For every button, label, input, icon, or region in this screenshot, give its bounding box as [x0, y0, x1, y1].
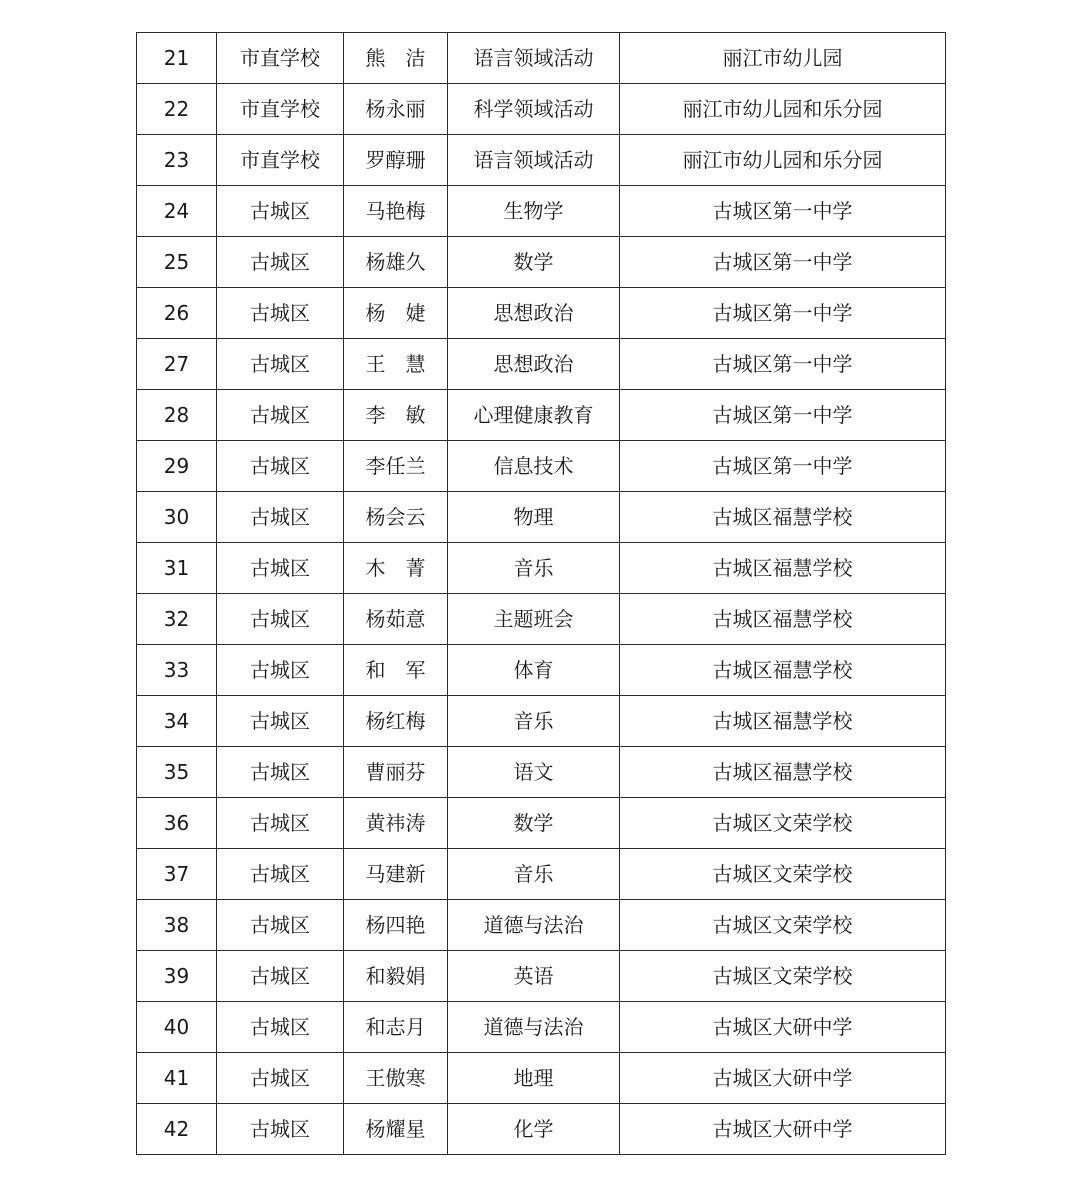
table-row: [137, 441, 946, 492]
cell-region: 古城区: [217, 849, 344, 900]
cell-subject: 英语: [448, 951, 620, 1002]
cell-school: 古城区文荣学校: [620, 900, 946, 951]
cell-number: 30: [137, 492, 217, 543]
cell-subject: 科学领域活动: [448, 84, 620, 135]
cell-name: 和 军: [344, 645, 448, 696]
table-row: [137, 390, 946, 441]
cell-school: 古城区文荣学校: [620, 849, 946, 900]
cell-subject: 信息技术: [448, 441, 620, 492]
cell-region: 古城区: [217, 900, 344, 951]
table-row: [137, 1104, 946, 1155]
cell-name: 杨耀星: [344, 1104, 448, 1155]
cell-subject: 心理健康教育: [448, 390, 620, 441]
cell-name: 杨 婕: [344, 288, 448, 339]
table-row: [137, 543, 946, 594]
cell-name: 杨会云: [344, 492, 448, 543]
table-row: [137, 900, 946, 951]
table-row: [137, 951, 946, 1002]
cell-subject: 语言领域活动: [448, 135, 620, 186]
teacher-roster-table: [136, 32, 946, 1155]
table-row: [137, 696, 946, 747]
cell-region: 市直学校: [217, 33, 344, 84]
cell-subject: 化学: [448, 1104, 620, 1155]
cell-subject: 体育: [448, 645, 620, 696]
cell-number: 24: [137, 186, 217, 237]
cell-name: 王傲寒: [344, 1053, 448, 1104]
table-row: [137, 645, 946, 696]
cell-region: 古城区: [217, 237, 344, 288]
cell-school: 古城区文荣学校: [620, 951, 946, 1002]
cell-subject: 思想政治: [448, 339, 620, 390]
cell-school: 古城区福慧学校: [620, 747, 946, 798]
cell-number: 32: [137, 594, 217, 645]
table-row: [137, 1053, 946, 1104]
cell-region: 古城区: [217, 747, 344, 798]
cell-school: 丽江市幼儿园和乐分园: [620, 84, 946, 135]
table-row: [137, 33, 946, 84]
table-row: [137, 492, 946, 543]
cell-region: 古城区: [217, 186, 344, 237]
cell-name: 杨红梅: [344, 696, 448, 747]
cell-region: 古城区: [217, 798, 344, 849]
cell-school: 古城区文荣学校: [620, 798, 946, 849]
table-row: [137, 237, 946, 288]
cell-number: 29: [137, 441, 217, 492]
cell-number: 35: [137, 747, 217, 798]
cell-region: 古城区: [217, 492, 344, 543]
table-row: [137, 288, 946, 339]
cell-name: 杨茹意: [344, 594, 448, 645]
cell-region: 古城区: [217, 951, 344, 1002]
table-row: [137, 594, 946, 645]
cell-school: 古城区大研中学: [620, 1104, 946, 1155]
cell-region: 古城区: [217, 1002, 344, 1053]
cell-region: 古城区: [217, 288, 344, 339]
cell-school: 古城区第一中学: [620, 186, 946, 237]
cell-school: 古城区第一中学: [620, 441, 946, 492]
cell-number: 25: [137, 237, 217, 288]
cell-school: 古城区福慧学校: [620, 543, 946, 594]
cell-subject: 数学: [448, 798, 620, 849]
cell-school: 古城区福慧学校: [620, 594, 946, 645]
cell-school: 古城区福慧学校: [620, 645, 946, 696]
cell-number: 37: [137, 849, 217, 900]
cell-name: 马建新: [344, 849, 448, 900]
roster-table-body: [137, 33, 946, 1155]
cell-name: 李 敏: [344, 390, 448, 441]
cell-subject: 语文: [448, 747, 620, 798]
cell-number: 22: [137, 84, 217, 135]
table-row: [137, 849, 946, 900]
table-row: [137, 339, 946, 390]
cell-number: 41: [137, 1053, 217, 1104]
cell-number: 31: [137, 543, 217, 594]
cell-subject: 数学: [448, 237, 620, 288]
cell-name: 王 慧: [344, 339, 448, 390]
cell-name: 和志月: [344, 1002, 448, 1053]
cell-school: 古城区第一中学: [620, 237, 946, 288]
cell-school: 古城区福慧学校: [620, 696, 946, 747]
table-row: [137, 84, 946, 135]
cell-number: 21: [137, 33, 217, 84]
cell-region: 古城区: [217, 543, 344, 594]
cell-school: 古城区大研中学: [620, 1053, 946, 1104]
table-row: [137, 1002, 946, 1053]
cell-school: 古城区福慧学校: [620, 492, 946, 543]
cell-subject: 道德与法治: [448, 1002, 620, 1053]
cell-number: 40: [137, 1002, 217, 1053]
cell-region: 市直学校: [217, 84, 344, 135]
cell-subject: 思想政治: [448, 288, 620, 339]
cell-region: 市直学校: [217, 135, 344, 186]
cell-school: 丽江市幼儿园和乐分园: [620, 135, 946, 186]
cell-name: 罗醇珊: [344, 135, 448, 186]
cell-number: 23: [137, 135, 217, 186]
cell-number: 27: [137, 339, 217, 390]
cell-name: 杨永丽: [344, 84, 448, 135]
cell-number: 33: [137, 645, 217, 696]
cell-number: 34: [137, 696, 217, 747]
cell-name: 李任兰: [344, 441, 448, 492]
cell-subject: 音乐: [448, 696, 620, 747]
cell-region: 古城区: [217, 339, 344, 390]
table-row: [137, 747, 946, 798]
cell-number: 36: [137, 798, 217, 849]
cell-name: 马艳梅: [344, 186, 448, 237]
table-row: [137, 798, 946, 849]
cell-name: 熊 洁: [344, 33, 448, 84]
cell-name: 木 菁: [344, 543, 448, 594]
cell-number: 26: [137, 288, 217, 339]
cell-name: 杨四艳: [344, 900, 448, 951]
cell-subject: 生物学: [448, 186, 620, 237]
cell-region: 古城区: [217, 696, 344, 747]
cell-region: 古城区: [217, 645, 344, 696]
cell-subject: 音乐: [448, 543, 620, 594]
cell-number: 28: [137, 390, 217, 441]
cell-number: 38: [137, 900, 217, 951]
cell-region: 古城区: [217, 594, 344, 645]
cell-subject: 音乐: [448, 849, 620, 900]
cell-name: 黄祎涛: [344, 798, 448, 849]
cell-school: 古城区第一中学: [620, 288, 946, 339]
cell-name: 和毅娟: [344, 951, 448, 1002]
cell-subject: 主题班会: [448, 594, 620, 645]
cell-subject: 物理: [448, 492, 620, 543]
cell-subject: 道德与法治: [448, 900, 620, 951]
cell-name: 曹丽芬: [344, 747, 448, 798]
cell-school: 古城区第一中学: [620, 339, 946, 390]
table-row: [137, 186, 946, 237]
cell-number: 42: [137, 1104, 217, 1155]
cell-subject: 语言领域活动: [448, 33, 620, 84]
cell-subject: 地理: [448, 1053, 620, 1104]
cell-school: 古城区大研中学: [620, 1002, 946, 1053]
table-row: [137, 135, 946, 186]
cell-name: 杨雄久: [344, 237, 448, 288]
cell-number: 39: [137, 951, 217, 1002]
cell-region: 古城区: [217, 1053, 344, 1104]
cell-school: 丽江市幼儿园: [620, 33, 946, 84]
cell-region: 古城区: [217, 390, 344, 441]
cell-region: 古城区: [217, 1104, 344, 1155]
cell-region: 古城区: [217, 441, 344, 492]
cell-school: 古城区第一中学: [620, 390, 946, 441]
